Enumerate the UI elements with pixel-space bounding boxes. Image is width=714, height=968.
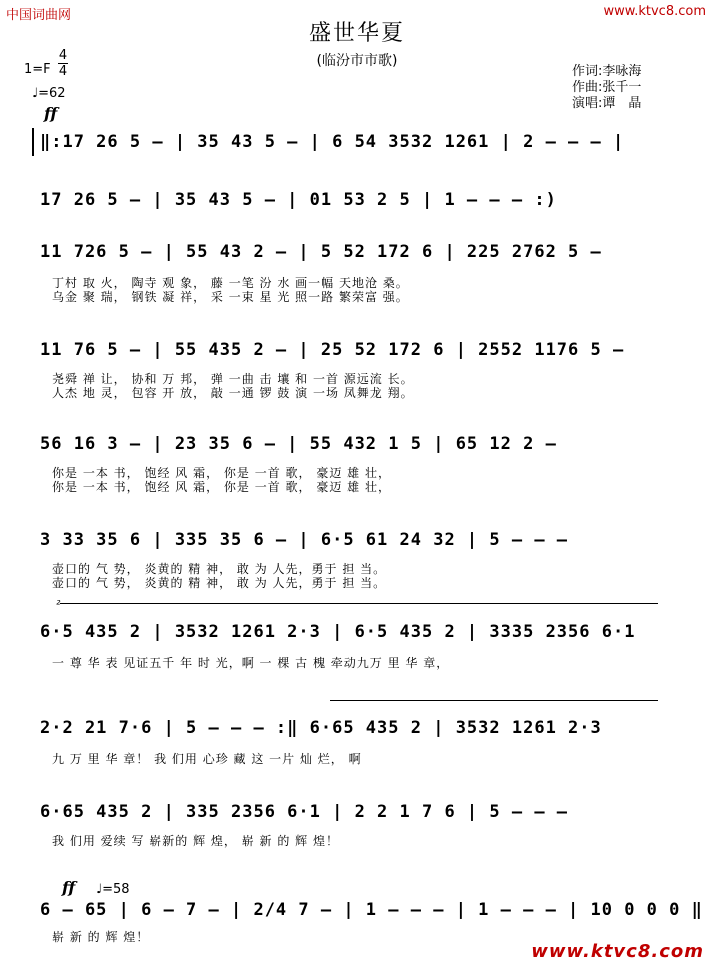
system-notes: ‖:17 26 5 – | 35 43 5 – | 6 54 3532 1261 | 2 – – – | <box>40 132 625 152</box>
system-notes: 6·5 435 2 | 3532 1261 2·3 | 6·5 435 2 | 3335 2356 6·1 <box>40 622 636 642</box>
time-top: 4 <box>58 48 68 63</box>
song-subtitle: (临汾市市歌) <box>316 53 398 69</box>
site-url: www.ktvc8.com <box>603 4 706 19</box>
lyric-line-1: 九 万 里 华 章！ 我 们用 心珍 藏 这 一片 灿 烂， 啊 <box>52 752 362 766</box>
coda-tempo: ♩=58 <box>96 882 130 897</box>
system-notes: 2·2 21 7·6 | 5 – – – :‖ 6·65 435 2 | 3532 1261 2·3 <box>40 718 602 738</box>
lyric-line-2: 人杰 地 灵， 包容 开 放， 敲 一通 锣 鼓 演 一场 凤舞龙 翔。 <box>52 386 414 400</box>
lyric-line-1: 丁村 取 火， 陶寺 观 象， 藤 一笔 汾 水 画一幅 天地沧 桑。 <box>52 276 409 290</box>
system-notes: 6 – 65 | 6 – 7 – | 2/4 7 – | 1 – – – | 1 – – – | 10 0 0 0 ‖ <box>40 900 703 920</box>
system-notes: 56 16 3 – | 23 35 6 – | 55 432 1 5 | 65 12 2 – <box>40 434 557 454</box>
system-notes: 6·65 435 2 | 335 2356 6·1 | 2 2 1 7 6 | 5 – – – <box>40 802 569 822</box>
lyric-line-2: 你是 一本 书， 饱经 风 霜， 你是 一首 歌， 豪迈 雄 壮， <box>52 480 391 494</box>
lyric-line-1: 尧舜 禅 让， 协和 万 邦， 弹 一曲 击 壤 和 一首 源远流 长。 <box>52 372 414 386</box>
system-notes: 3 33 35 6 | 335 35 6 – | 6·5 61 24 32 | 5 – – – <box>40 530 569 550</box>
coda-dynamic: ff <box>62 878 76 897</box>
volta-line <box>60 603 658 604</box>
composer: 作曲:张千一 <box>572 80 642 95</box>
lyric-line-1: 我 们用 爱续 写 崭新的 辉 煌， 崭 新 的 辉 煌！ <box>52 834 339 848</box>
system-notes: 17 26 5 – | 35 43 5 – | 01 53 2 5 | 1 – – – :) <box>40 190 557 210</box>
system-notes: 11 76 5 – | 55 435 2 – | 25 52 172 6 | 2552 1176 5 – <box>40 340 625 360</box>
start-barline <box>32 128 34 156</box>
lyric-line-1: 你是 一本 书， 饱经 风 霜， 你是 一首 歌， 豪迈 雄 壮， <box>52 466 391 480</box>
volta-mark: ² <box>56 598 61 611</box>
lyric-line-1: 崭 新 的 辉 煌！ <box>52 930 150 944</box>
lyric-line-2: 乌金 聚 瑞， 钢铁 凝 祥， 采 一束 星 光 照一路 繁荣富 强。 <box>52 290 409 304</box>
singer: 演唱:谭 晶 <box>572 96 642 111</box>
tempo-mark: ♩=62 <box>32 86 66 101</box>
time-bottom: 4 <box>58 64 68 79</box>
site-name: 中国词曲网 <box>6 8 72 23</box>
key-signature: 1=F <box>24 62 51 77</box>
system-notes: 11 726 5 – | 55 43 2 – | 5 52 172 6 | 225 2762 5 – <box>40 242 602 262</box>
lyricist: 作词:李咏海 <box>572 64 642 79</box>
song-title: 盛世华夏 <box>308 21 405 46</box>
dynamic-ff: ff <box>44 104 58 123</box>
lyric-line-1: 壶口的 气 势， 炎黄的 精 神， 敢 为 人先，勇于 担 当。 <box>52 562 387 576</box>
time-signature <box>58 48 68 79</box>
volta-line-2 <box>330 700 658 701</box>
lyric-line-1: 一 尊 华 表 见证五千 年 时 光，啊 一 棵 古 槐 牵动九万 里 华 章， <box>52 656 450 670</box>
lyric-line-2: 壶口的 气 势， 炎黄的 精 神， 敢 为 人先，勇于 担 当。 <box>52 576 387 590</box>
footer-url: www.ktvc8.com <box>531 941 704 962</box>
